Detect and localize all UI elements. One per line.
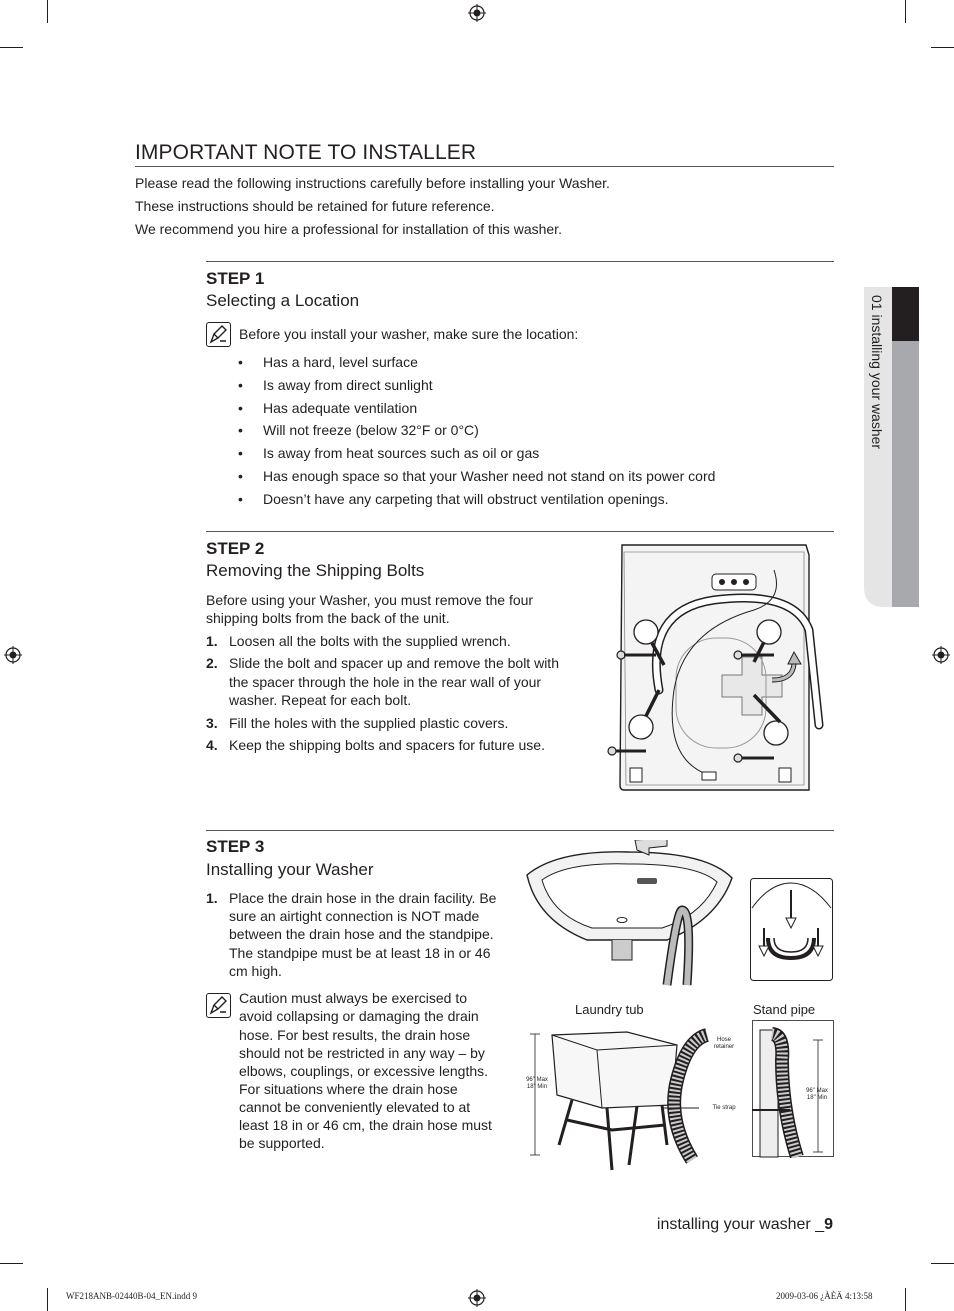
page-footer: installing your washer _9 — [656, 1216, 833, 1233]
step3-item-cont: The standpipe must be at least 18 in or 46 — [229, 945, 491, 961]
print-slug-date: 2009-03-06 ¿ÀÈÄ 4:13:58 — [776, 1291, 873, 1301]
washer-rear-illustration — [604, 540, 829, 805]
caution-line: cannot be conveniently elevated to at — [239, 1099, 471, 1115]
hose-retainer-label: Hose retainer — [713, 1037, 735, 1050]
step3-heading: STEP 3 — [206, 837, 265, 856]
step1-subheading: Selecting a Location — [206, 291, 360, 310]
crop-mark — [47, 0, 48, 23]
crop-mark — [931, 47, 954, 48]
registration-mark-icon — [4, 646, 22, 664]
crop-mark — [905, 0, 906, 23]
caution-line: should not be restricted in any way – by — [239, 1045, 485, 1061]
caution-note-icon — [206, 993, 231, 1018]
section-tab-label: 01 installing your washer — [869, 295, 885, 450]
caution-line: be supported. — [239, 1135, 325, 1151]
step3-subheading: Installing your Washer — [206, 860, 374, 879]
caution-line: hose. For best results, the drain hose — [239, 1027, 471, 1043]
page-title: IMPORTANT NOTE TO INSTALLER — [135, 141, 477, 164]
step2-heading: STEP 2 — [206, 539, 265, 558]
sink-illustration — [517, 840, 742, 990]
caution-line: elbows, couplings, or excessive lengths. — [239, 1063, 489, 1079]
registration-mark-icon — [468, 1289, 486, 1307]
height-label: 96" Max 18" Min — [806, 1088, 828, 1101]
note-icon — [206, 322, 231, 347]
hose-hook-detail — [750, 878, 833, 981]
registration-mark-icon — [932, 646, 950, 664]
crop-mark — [47, 1288, 48, 1311]
step2-intro-line: shipping bolts from the back of the unit. — [206, 610, 450, 626]
step3-item-cont: cm high. — [229, 963, 282, 979]
height-label: 96" Max 18" Min — [526, 1077, 548, 1090]
step2-intro-line: Before using your Washer, you must remove the four — [206, 592, 534, 608]
step3-item-cont: between the drain hose and the standpipe. — [229, 926, 494, 942]
step1-rule — [206, 261, 834, 262]
crop-mark — [0, 47, 23, 48]
registration-mark-icon — [468, 4, 486, 22]
step3-item-cont: sure an airtight connection is NOT made — [229, 908, 480, 924]
step2-item-cont: washer. Repeat for each bolt. — [229, 692, 412, 708]
step2-item-cont: the spacer through the hole in the rear wall of your — [229, 674, 542, 690]
step1-note: Before you install your washer, make sure the location: — [239, 326, 579, 342]
crop-mark — [0, 1263, 23, 1264]
step2-rule — [206, 531, 834, 532]
title-rule — [135, 166, 834, 167]
caution-line: least 18 in or 46 cm, the drain hose must — [239, 1117, 492, 1133]
intro-line: We recommend you hire a professional for installation of this washer. — [135, 221, 562, 237]
tie-strap-label: Tie strap — [712, 1105, 736, 1111]
crop-mark — [905, 1288, 906, 1311]
intro-line: These instructions should be retained for future reference. — [135, 198, 495, 214]
step2-subheading: Removing the Shipping Bolts — [206, 561, 425, 580]
stand-pipe-label: Stand pipe — [753, 1002, 816, 1017]
print-slug-file: WF218ANB-02440B-04_EN.indd 9 — [66, 1291, 197, 1301]
step3-rule — [206, 830, 834, 831]
caution-line: avoid collapsing or damaging the drain — [239, 1008, 479, 1024]
caution-line: Caution must always be exercised to — [239, 990, 467, 1006]
crop-mark — [931, 1263, 954, 1264]
intro-line: Please read the following instructions carefully before installing your Washer. — [135, 175, 610, 191]
laundry-tub-label: Laundry tub — [575, 1002, 644, 1017]
caution-line: For situations where the drain hose — [239, 1081, 458, 1097]
step1-heading: STEP 1 — [206, 269, 265, 288]
laundry-tub-illustration — [517, 1020, 717, 1180]
